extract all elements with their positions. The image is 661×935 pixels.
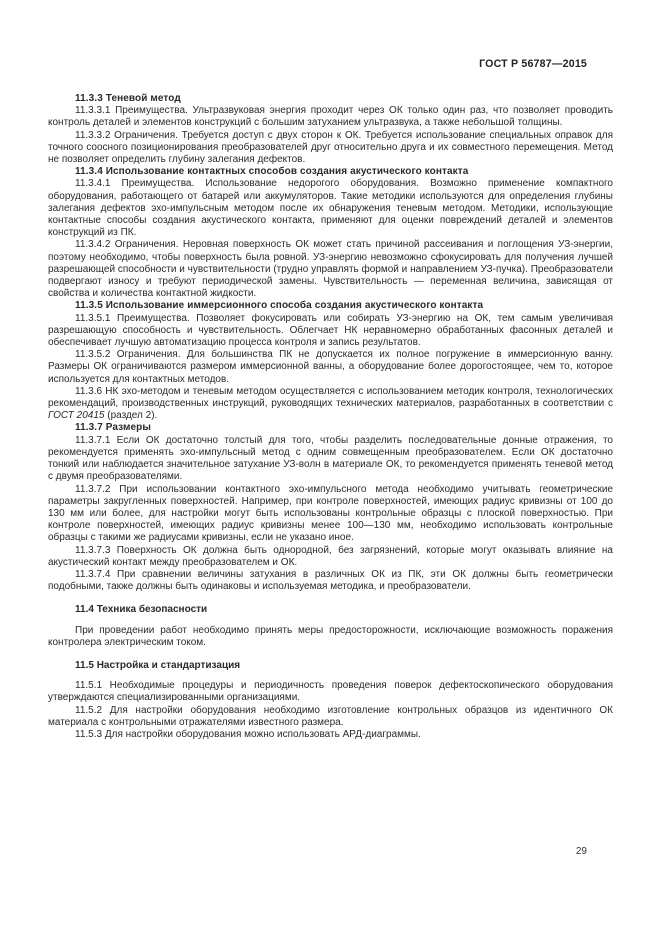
page-number: 29 [575, 846, 587, 857]
document-code: ГОСТ Р 56787—2015 [479, 58, 587, 70]
paragraph-11-4: При проведении работ необходимо принять меры предосторожности, исключающие возможность поражения контролера электрическим током. [48, 624, 613, 648]
paragraph-11-5-1: 11.5.1 Необходимые процедуры и периодичность проведения поверок дефектоскопического оборудования утверждаются специализированными организациями. [48, 680, 613, 704]
heading-11-3-4: 11.3.4 Использование контактных способов создания акустического контакта [75, 166, 469, 178]
document-body [48, 93, 613, 741]
paragraph-11-3-7-1: 11.3.7.1 Если ОК достаточно толстый для того, чтобы разделить последовательные донные отражения, то рекомендуется применять эхо-импульсный метод с одним совмещенным преобразователем. Если ОК достаточно тонкий или наблюдается значительное затухание УЗ-волн в материале ОК, то рекомендуется применять теневой метод с двумя преобразователями. [48, 434, 613, 483]
heading-11-4: 11.4 Техника безопасности [75, 604, 208, 616]
paragraph-11-3-7-2: 11.3.7.2 При использовании контактного эхо-импульсного метода необходимо учитывать геометрические параметры закругленных поверхностей. Например, при контроле поверхностей, имеющих радиус кривизны от 100 до 130 мм или более, для настройки могут быть использованы контрольные образцы с плоской поверхностью. При контроле поверхностей, имеющих радиус кривизны менее 100—130 мм, необходимо использовать контрольные образцы с такими же радиусами кривизны, если не указано иное. [48, 483, 613, 544]
paragraph-11-3-3-2: 11.3.3.2 Ограничения. Требуется доступ с двух сторон к ОК. Требуется использование специальных оправок для точного соосного позиционирования преобразователей друг относительно друга и их совместного перемещения. Метод не позволяет определить глубину залегания дефектов. [48, 129, 613, 166]
paragraph-11-3-6 [48, 386, 613, 423]
heading-11-3-7: 11.3.7 Размеры [75, 422, 151, 434]
paragraph-11-5-3: 11.5.3 Для настройки оборудования можно использовать АРД-диаграммы. [75, 728, 421, 740]
heading-11-3-5: 11.3.5 Использование иммерсионного способа создания акустического контакта [75, 300, 484, 312]
paragraph-11-3-6-text: 11.3.6 НК эхо-методом и теневым методом осуществляется с использованием методик контроля, технологических рекомендаций, производственных инструкций, руководящих технических материалов, разработанных в соответствии с [48, 385, 613, 410]
paragraph-11-3-3-1: 11.3.3.1 Преимущества. Ультразвуковая энергия проходит через ОК только один раз, что позволяет проводить контроль деталей и элементов конструкций с большим затуханием ультразвука, а также небольшой толщины. [48, 105, 613, 129]
gost-reference-link[interactable]: ГОСТ 20415 [48, 410, 105, 422]
paragraph-11-3-5-1: 11.3.5.1 Преимущества. Позволяет фокусировать или собирать УЗ-энергию на ОК, тем самым увеличивая разрешающую способность и чувствительность. Облегчает НК неравномерно обработанных фасонных деталей и обеспечивает лучшую автоматизацию процесса контроля и запись результатов. [48, 312, 613, 349]
paragraph-11-3-4-1: 11.3.4.1 Преимущества. Использование недорогого оборудования. Возможно применение компактного оборудования, работающего от батарей или аккумуляторов. Такие методики используются для определения глубины залегания дефектов эхо-импульсным методом после их обнаружения теневым методом. Методики, использующие контактные способы создания акустического контакта, применяют для оценки повреждений деталей и элементов конструкций из ПК. [48, 178, 613, 239]
paragraph-11-3-4-2: 11.3.4.2 Ограничения. Неровная поверхность ОК может стать причиной рассеивания и поглощения УЗ-энергии, поэтому необходимо, чтобы поверхность была ровной. УЗ-энергию невозможно сфокусировать для получения лучшей разрешающей способности и чувствительности (трудно управлять формой и направлением УЗ-пучка). Преобразователи подвергают износу и требуют периодической замены. Чувствительность — переменная величина, зависящая от свойства и количества контактной жидкости. [48, 239, 613, 300]
paragraph-11-3-5-2: 11.3.5.2 Ограничения. Для большинства ПК не допускается их полное погружение в иммерсионную ванну. Размеры ОК ограничиваются размером иммерсионной ванны, а оборудование более дорогостоящее, чем то, которое используется для контактных методов. [48, 349, 613, 385]
heading-11-5: 11.5 Настройка и стандартизация [75, 659, 241, 671]
paragraph-11-3-6-tail: (раздел 2). [104, 410, 158, 422]
paragraph-11-5-2: 11.5.2 Для настройки оборудования необходимо изготовление контрольных образцов из идентичного ОК материала с контрольными отражателями известного размера. [48, 704, 613, 728]
heading-11-3-3: 11.3.3 Теневой метод [75, 93, 181, 104]
paragraph-11-3-7-3: 11.3.7.3 Поверхность ОК должна быть однородной, без загрязнений, которые могут оказывать влияние на акустический контакт между преобразователем и ОК. [48, 544, 613, 568]
paragraph-11-3-7-4: 11.3.7.4 При сравнении величины затухания в различных ОК из ПК, эти ОК должны быть геометрически подобными, также должны быть одинаковы и используемая методика, и преобразователи. [48, 568, 613, 593]
